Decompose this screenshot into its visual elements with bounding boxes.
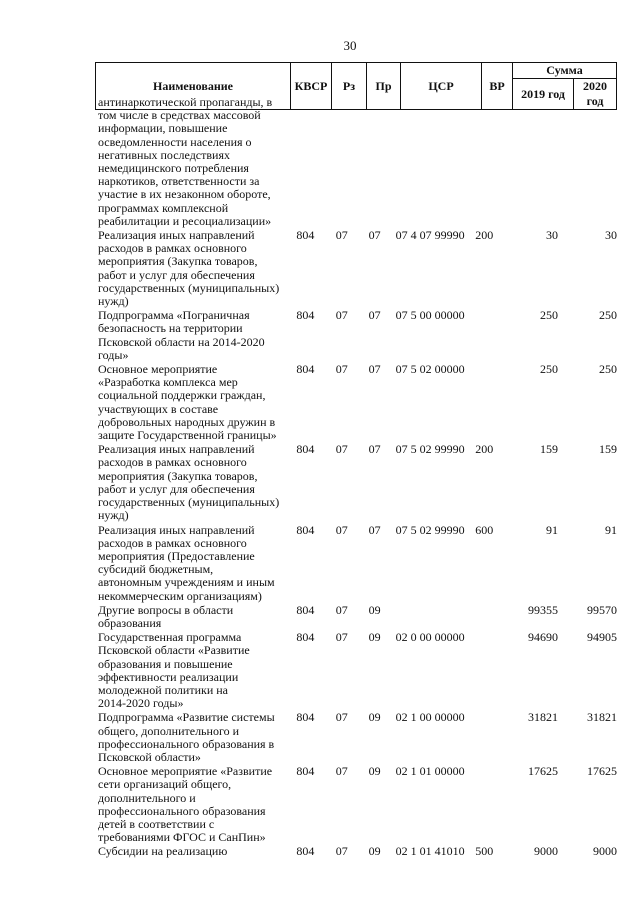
header-vr: ВР bbox=[482, 63, 513, 110]
row-name-line: Подпрограмма «Развитие системы bbox=[98, 710, 275, 725]
row-name-line: Основное мероприятие bbox=[98, 362, 218, 377]
row-name bbox=[95, 845, 286, 858]
cell-s2019: 159 bbox=[539, 442, 558, 457]
cell-kvsr: 804 bbox=[296, 228, 315, 243]
cell-pr: 09 bbox=[368, 710, 381, 725]
cell-rz: 07 bbox=[335, 710, 348, 725]
row-name-line: Псковской области на 2014-2020 bbox=[98, 334, 265, 349]
cell-csr: 07 5 00 00000 bbox=[395, 308, 465, 323]
cell-rz: 07 bbox=[335, 228, 348, 243]
row-name-line: антинаркотической пропаганды, в bbox=[98, 95, 273, 109]
cell-s2020: 250 bbox=[599, 308, 617, 323]
cell-s2019: 91 bbox=[545, 522, 558, 537]
row-name-line: детей в соответствии с bbox=[98, 816, 215, 831]
header-rz: Рз bbox=[332, 63, 367, 110]
cell-s2019: 99355 bbox=[527, 602, 558, 617]
row-name-line: мероприятия (Закупка товаров, bbox=[98, 254, 258, 269]
table-row bbox=[95, 711, 617, 764]
row-name-line: сети организаций общего, bbox=[98, 777, 232, 792]
row-name-line: том числе в средствах массовой bbox=[98, 108, 261, 123]
cell-kvsr: 804 bbox=[296, 764, 315, 779]
cell-pr: 09 bbox=[368, 764, 381, 779]
cell-csr: 02 1 00 00000 bbox=[395, 710, 465, 725]
cell-csr: 02 0 00 00000 bbox=[395, 630, 465, 645]
cell-kvsr: 804 bbox=[296, 522, 315, 537]
header-2020: 2020 год bbox=[574, 79, 617, 110]
cell-pr: 09 bbox=[368, 602, 381, 617]
cell-kvsr: 804 bbox=[296, 710, 315, 725]
row-name-line: Реализация иных направлений bbox=[98, 228, 255, 243]
cell-rz: 07 bbox=[335, 522, 348, 537]
cell-s2020: 31821 bbox=[587, 710, 617, 725]
cell-rz: 07 bbox=[335, 308, 348, 323]
cell-vr: 600 bbox=[475, 522, 494, 537]
row-name-line: Реализация иных направлений bbox=[98, 442, 255, 457]
row-name bbox=[95, 443, 286, 522]
row-name bbox=[95, 363, 286, 442]
row-name-line: нужд) bbox=[98, 294, 129, 309]
row-name-line: реабилитации и ресоциализации» bbox=[98, 213, 272, 228]
row-name-line: автономным учреждениям и иным bbox=[98, 575, 275, 590]
row-name-line: расходов в рамках основного bbox=[98, 455, 247, 470]
row-name-line: государственных (муниципальных) bbox=[98, 280, 280, 295]
cell-vr: 500 bbox=[475, 844, 494, 859]
cell-pr: 09 bbox=[368, 630, 381, 645]
row-name-line: Реализация иных направлений bbox=[98, 522, 255, 537]
cell-pr: 07 bbox=[368, 522, 381, 537]
header-csr: ЦСР bbox=[401, 63, 482, 110]
table-row bbox=[95, 845, 617, 858]
row-name-line: социальной поддержки граждан, bbox=[98, 388, 266, 403]
cell-pr: 07 bbox=[368, 308, 381, 323]
row-name-line: Государственная программа bbox=[98, 630, 242, 645]
row-name bbox=[95, 96, 286, 228]
row-name bbox=[95, 711, 286, 764]
row-name bbox=[95, 631, 286, 710]
cell-kvsr: 804 bbox=[296, 362, 315, 377]
cell-s2020: 250 bbox=[599, 362, 617, 377]
table-body bbox=[95, 96, 617, 859]
cell-csr: 07 5 02 99990 bbox=[395, 442, 465, 457]
cell-s2020: 91 bbox=[605, 522, 617, 537]
cell-s2020: 17625 bbox=[587, 764, 617, 779]
cell-s2019: 30 bbox=[545, 228, 558, 243]
cell-kvsr: 804 bbox=[296, 630, 315, 645]
row-name-line: расходов в рамках основного bbox=[98, 241, 247, 256]
row-name-line: программах комплексной bbox=[98, 200, 229, 215]
row-name-line: работ и услуг для обеспечения bbox=[98, 481, 255, 496]
row-name-line: профессионального образования bbox=[98, 803, 266, 818]
cell-csr: 07 5 02 00000 bbox=[395, 362, 465, 377]
cell-kvsr: 804 bbox=[296, 844, 315, 859]
cell-kvsr: 804 bbox=[296, 442, 315, 457]
table-row bbox=[95, 631, 617, 710]
row-name-line: наркотиков, ответственности за bbox=[98, 174, 260, 189]
row-name-line: добровольных народных дружин в bbox=[98, 414, 276, 429]
row-name-line: мероприятия (Предоставление bbox=[98, 548, 255, 563]
table-row bbox=[95, 765, 617, 844]
cell-s2020: 30 bbox=[605, 228, 617, 243]
row-name bbox=[95, 229, 286, 308]
row-name-line: Псковской области» bbox=[98, 749, 201, 764]
cell-s2020: 9000 bbox=[593, 844, 617, 859]
cell-rz: 07 bbox=[335, 844, 348, 859]
row-name-line: требованиями ФГОС и СанПин» bbox=[98, 830, 266, 845]
row-name-line: мероприятия (Закупка товаров, bbox=[98, 468, 258, 483]
row-name-line: участие в их незаконном обороте, bbox=[98, 187, 271, 202]
table-row bbox=[95, 604, 617, 630]
cell-rz: 07 bbox=[335, 362, 348, 377]
table-row bbox=[95, 96, 617, 228]
cell-csr: 02 1 01 00000 bbox=[395, 764, 465, 779]
row-name-line: Основное мероприятие «Развитие bbox=[98, 764, 273, 779]
cell-pr: 07 bbox=[368, 442, 381, 457]
row-name-line: защите Государственной границы» bbox=[98, 428, 277, 443]
cell-rz: 07 bbox=[335, 764, 348, 779]
cell-s2019: 17625 bbox=[527, 764, 558, 779]
cell-s2019: 9000 bbox=[533, 844, 558, 859]
cell-s2020: 99570 bbox=[587, 602, 617, 617]
cell-s2019: 94690 bbox=[527, 630, 558, 645]
cell-s2019: 250 bbox=[539, 362, 558, 377]
cell-s2020: 159 bbox=[599, 442, 617, 457]
row-name-line: Псковской области «Развитие bbox=[98, 643, 250, 658]
cell-csr: 02 1 01 41010 bbox=[395, 844, 465, 859]
row-name-line: Другие вопросы в области bbox=[98, 602, 234, 617]
page-number: 30 bbox=[343, 38, 357, 53]
row-name-line: государственных (муниципальных) bbox=[98, 495, 280, 510]
header-2019: 2019 год bbox=[513, 79, 574, 110]
row-name-line: годы» bbox=[98, 347, 129, 362]
table-row bbox=[95, 309, 617, 362]
row-name-line: некоммерческим организациям) bbox=[98, 588, 262, 603]
cell-pr: 09 bbox=[368, 844, 381, 859]
header-kvsr: КВСР bbox=[291, 63, 332, 110]
row-name-line: Подпрограмма «Пограничная bbox=[98, 308, 250, 323]
header-name: Наименование bbox=[96, 63, 291, 110]
row-name-line: Субсидии на реализацию bbox=[98, 844, 228, 859]
row-name-line: дополнительного и bbox=[98, 790, 196, 805]
cell-vr: 200 bbox=[475, 228, 494, 243]
cell-s2019: 250 bbox=[539, 308, 558, 323]
cell-kvsr: 804 bbox=[296, 602, 315, 617]
cell-csr: 07 4 07 99990 bbox=[395, 228, 465, 243]
cell-s2020: 94905 bbox=[587, 630, 617, 645]
row-name bbox=[95, 309, 286, 362]
cell-rz: 07 bbox=[335, 630, 348, 645]
row-name-line: образования и повышение bbox=[98, 656, 233, 671]
row-name-line: «Разработка комплекса мер bbox=[98, 375, 238, 390]
cell-rz: 07 bbox=[335, 442, 348, 457]
cell-kvsr: 804 bbox=[296, 308, 315, 323]
row-name-line: негативных последствиях bbox=[98, 147, 230, 162]
row-name-line: образования bbox=[98, 615, 162, 630]
row-name bbox=[95, 765, 286, 844]
row-name-line: расходов в рамках основного bbox=[98, 535, 247, 550]
header-pr: Пр bbox=[367, 63, 401, 110]
header-sum: Сумма bbox=[513, 63, 617, 79]
table-row bbox=[95, 229, 617, 308]
row-name-line: участвующих в составе bbox=[98, 401, 219, 416]
table-row bbox=[95, 443, 617, 522]
row-name-line: молодежной политики на bbox=[98, 682, 228, 697]
row-name-line: общего, дополнительного и bbox=[98, 723, 239, 738]
row-name-line: эффективности реализации bbox=[98, 669, 239, 684]
row-name-line: безопасность на территории bbox=[98, 321, 243, 336]
table-row bbox=[95, 363, 617, 442]
row-name-line: немедицинского потребления bbox=[98, 161, 249, 176]
row-name-line: профессионального образования в bbox=[98, 736, 275, 751]
cell-csr: 07 5 02 99990 bbox=[395, 522, 465, 537]
cell-rz: 07 bbox=[335, 602, 348, 617]
row-name-line: 2014-2020 годы» bbox=[98, 696, 184, 711]
cell-s2019: 31821 bbox=[527, 710, 558, 725]
table-row bbox=[95, 524, 617, 603]
cell-pr: 07 bbox=[368, 362, 381, 377]
cell-vr: 200 bbox=[475, 442, 494, 457]
cell-pr: 07 bbox=[368, 228, 381, 243]
row-name-line: нужд) bbox=[98, 508, 129, 523]
row-name bbox=[95, 524, 286, 603]
row-name-line: информации, повышение bbox=[98, 121, 228, 136]
row-name bbox=[95, 604, 286, 630]
row-name-line: осведомленности населения о bbox=[98, 134, 252, 149]
row-name-line: субсидий бюджетным, bbox=[98, 562, 214, 577]
row-name-line: работ и услуг для обеспечения bbox=[98, 267, 255, 282]
